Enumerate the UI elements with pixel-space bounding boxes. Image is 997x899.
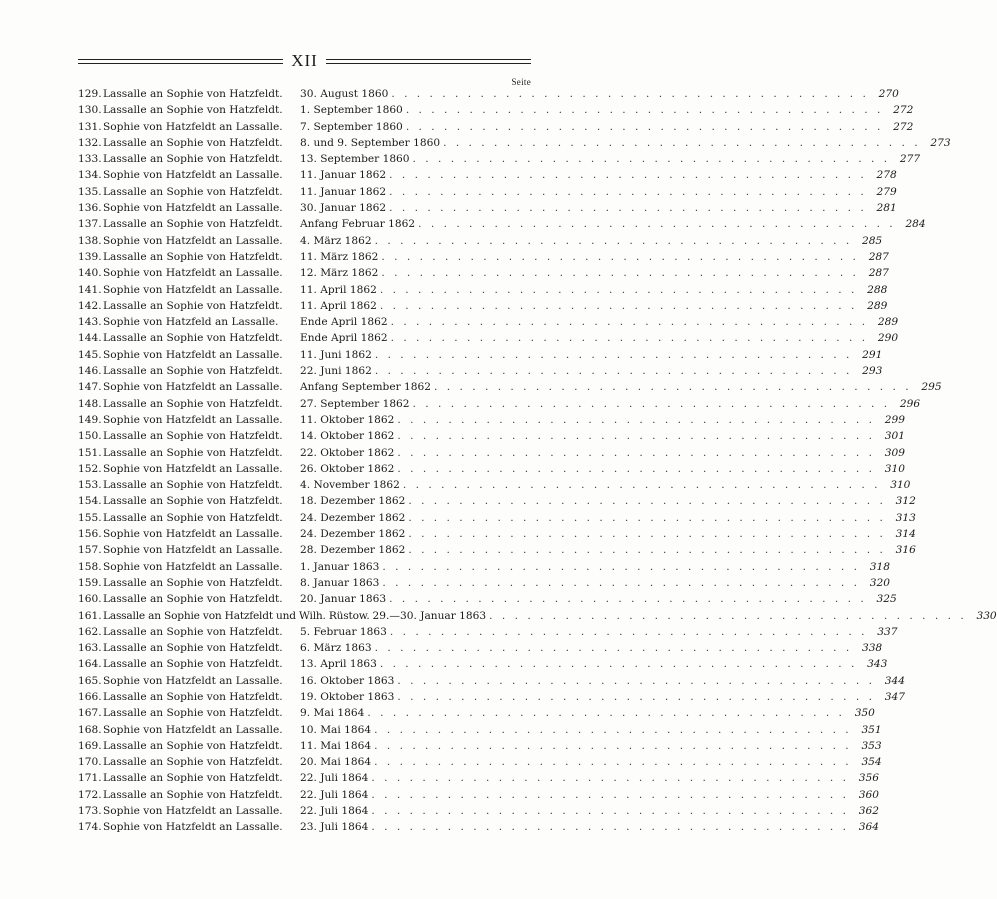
- entry-number: 155.: [78, 511, 102, 524]
- toc-entry: [78, 656, 888, 672]
- dot-leader: . . . . . . . . . . . . . . . . . . . . . . . . . . . . . . . . . . . . . .: [405, 104, 884, 117]
- toc-entry: [78, 705, 875, 721]
- entry-number: 141.: [78, 283, 102, 296]
- entry-number: 167.: [78, 707, 102, 720]
- entry-page: 310: [890, 479, 911, 492]
- entry-date: 30. August 1860: [300, 88, 389, 100]
- entry-date: 27. September 1862: [300, 397, 410, 410]
- toc-entry: [78, 819, 879, 835]
- entry-number: 163.: [78, 642, 102, 655]
- entry-date: 26. Oktober 1862: [300, 462, 395, 475]
- entry-page: 278: [876, 169, 897, 182]
- entry-number: 159.: [78, 576, 102, 589]
- entry-date: 10. Mai 1864: [300, 723, 372, 736]
- entry-page: 270: [878, 88, 899, 100]
- entry-number: 138.: [78, 234, 102, 247]
- entry-page: 356: [858, 772, 879, 785]
- entry-number: 171.: [78, 772, 102, 785]
- entry-date: 24. Dezember 1862: [300, 528, 406, 541]
- entry-page: 295: [921, 381, 942, 394]
- dot-leader: . . . . . . . . . . . . . . . . . . . . . . . . . . . . . . . . . . . . . .: [397, 674, 875, 687]
- entry-date: 22. Oktober 1862: [300, 446, 395, 459]
- entry-page: 301: [884, 430, 905, 443]
- entry-number: 133.: [78, 153, 102, 166]
- dot-leader: . . . . . . . . . . . . . . . . . . . . . . . . . . . . . . . . . . . . . .: [389, 202, 867, 215]
- dot-leader: . . . . . . . . . . . . . . . . . . . . . . . . . . . . . . . . . . . . . .: [390, 332, 869, 345]
- entry-number: 152.: [78, 462, 102, 475]
- dot-leader: . . . . . . . . . . . . . . . . . . . . . . . . . . . . . . . . . . . . . .: [397, 430, 875, 443]
- entry-correspondence: Sophie von Hatzfeldt an Lassalle.: [103, 413, 283, 426]
- entry-number: 134.: [78, 169, 102, 182]
- entry-page: 291: [862, 348, 883, 361]
- entry-correspondence: Lassalle an Sophie von Hatzfeldt.: [103, 479, 283, 492]
- dot-leader: . . . . . . . . . . . . . . . . . . . . . . . . . . . . . . . . . . . . . .: [397, 462, 875, 475]
- entry-number: 164.: [78, 658, 102, 671]
- entry-date: 5. Februar 1863: [300, 625, 387, 638]
- entry-correspondence: Lassalle an Sophie von Hatzfeldt und Wilh. Rüstow.: [103, 609, 370, 622]
- entry-correspondence: Sophie von Hatzfeldt an Lassalle.: [103, 381, 283, 394]
- entry-date: 23. Juli 1864: [300, 821, 369, 834]
- entry-correspondence: Sophie von Hatzfeldt an Lassalle.: [103, 120, 283, 133]
- entry-page: 343: [867, 658, 888, 671]
- entry-page: 313: [895, 511, 916, 524]
- entry-number: 162.: [78, 625, 102, 638]
- toc-entry: [78, 249, 889, 265]
- entry-page: 314: [895, 528, 916, 541]
- entry-number: 156.: [78, 528, 102, 541]
- entry-number: 130.: [78, 104, 102, 117]
- toc-entry: [78, 608, 997, 624]
- entry-correspondence: Lassalle an Sophie von Hatzfeldt.: [103, 397, 283, 410]
- dot-leader: . . . . . . . . . . . . . . . . . . . . . . . . . . . . . . . . . . . . . .: [408, 528, 886, 541]
- entry-number: 157.: [78, 544, 102, 557]
- dot-leader: . . . . . . . . . . . . . . . . . . . . . . . . . . . . . . . . . . . . . .: [374, 723, 852, 736]
- page-column-label: Seite: [511, 77, 531, 87]
- entry-correspondence: Lassalle an Sophie von Hatzfeldt.: [103, 690, 283, 703]
- entry-page: 272: [893, 104, 914, 117]
- entry-number: 150.: [78, 430, 102, 443]
- entry-number: 143.: [78, 316, 102, 329]
- entry-number: 131.: [78, 120, 102, 133]
- toc-entry: [78, 200, 897, 216]
- toc-entry: [78, 119, 914, 135]
- dot-leader: . . . . . . . . . . . . . . . . . . . . . . . . . . . . . . . . . . . . . .: [412, 397, 891, 410]
- entry-correspondence: Lassalle an Sophie von Hatzfeldt.: [103, 299, 283, 312]
- entry-number: 140.: [78, 267, 102, 280]
- dot-leader: . . . . . . . . . . . . . . . . . . . . . . . . . . . . . . . . . . . . . .: [371, 772, 849, 785]
- toc-entry: [78, 363, 883, 379]
- toc-entry: [78, 216, 926, 232]
- entry-correspondence: Sophie von Hatzfeldt an Lassalle.: [103, 283, 283, 296]
- dot-leader: . . . . . . . . . . . . . . . . . . . . . . . . . . . . . . . . . . . . . .: [374, 739, 852, 752]
- toc-entry: [78, 379, 942, 395]
- entry-number: 135.: [78, 185, 102, 198]
- entry-number: 174.: [78, 821, 102, 834]
- entry-correspondence: Lassalle an Sophie von Hatzfeldt.: [103, 430, 283, 443]
- dot-leader: . . . . . . . . . . . . . . . . . . . . . . . . . . . . . . . . . . . . . .: [443, 136, 921, 149]
- entry-date: 24. Dezember 1862: [300, 511, 406, 524]
- entry-date: 28. Dezember 1862: [300, 544, 406, 557]
- entry-page: 284: [905, 218, 926, 231]
- dot-leader: . . . . . . . . . . . . . . . . . . . . . . . . . . . . . . . . . . . . . .: [408, 544, 886, 557]
- entry-page: 310: [884, 462, 905, 475]
- entry-page: 272: [893, 120, 914, 133]
- entry-date: 9. Mai 1864: [300, 707, 365, 720]
- entry-date: 22. Juli 1864: [300, 772, 369, 785]
- toc-entry: [78, 559, 890, 575]
- toc-entry: [78, 445, 905, 461]
- toc-entry: [78, 314, 899, 330]
- entry-correspondence: Lassalle an Sophie von Hatzfeldt.: [103, 88, 283, 100]
- toc-entry: [78, 396, 921, 412]
- entry-page: 287: [868, 250, 889, 263]
- entry-page: 316: [895, 544, 916, 557]
- entry-correspondence: Lassalle an Sophie von Hatzfeldt.: [103, 495, 283, 508]
- header-rule-right: [326, 59, 531, 64]
- entry-correspondence: Sophie von Hatzfeldt an Lassalle.: [103, 267, 283, 280]
- dot-leader: . . . . . . . . . . . . . . . . . . . . . . . . . . . . . . . . . . . . . .: [379, 283, 858, 296]
- page-number: XII: [291, 51, 318, 70]
- toc-entry: [78, 86, 899, 102]
- entry-date: 18. Dezember 1862: [300, 495, 406, 508]
- entry-number: 166.: [78, 690, 102, 703]
- toc-entry: [78, 477, 911, 493]
- entry-page: 277: [899, 153, 921, 166]
- entry-date: 8. Januar 1863: [300, 576, 380, 589]
- entry-correspondence: Lassalle an Sophie von Hatzfeldt.: [103, 642, 283, 655]
- toc-entry: [78, 298, 888, 314]
- dot-leader: . . . . . . . . . . . . . . . . . . . . . . . . . . . . . . . . . . . . . .: [389, 593, 867, 606]
- entry-correspondence: Lassalle an Sophie von Hatzfeldt.: [103, 593, 283, 606]
- toc-entry: [78, 803, 879, 819]
- entry-page: 364: [858, 821, 879, 834]
- entry-correspondence: Sophie von Hatzfeldt an Lassalle.: [103, 821, 283, 834]
- entry-page: 290: [877, 332, 899, 345]
- dot-leader: . . . . . . . . . . . . . . . . . . . . . . . . . . . . . . . . . . . . . .: [374, 642, 853, 655]
- dot-leader: . . . . . . . . . . . . . . . . . . . . . . . . . . . . . . . . . . . . . .: [412, 153, 891, 166]
- dot-leader: . . . . . . . . . . . . . . . . . . . . . . . . . . . . . . . . . . . . . .: [374, 365, 853, 378]
- entry-number: 148.: [78, 397, 102, 410]
- entry-date: Ende April 1862: [300, 332, 388, 345]
- dot-leader: . . . . . . . . . . . . . . . . . . . . . . . . . . . . . . . . . . . . . .: [367, 707, 845, 720]
- entry-date: 22. Juli 1864: [300, 788, 369, 801]
- entry-page: 281: [876, 202, 897, 215]
- entry-correspondence: Lassalle an Sophie von Hatzfeldt.: [103, 218, 283, 231]
- entry-page: 318: [869, 560, 890, 573]
- toc-entry: [78, 233, 883, 249]
- entry-number: 129.: [78, 88, 102, 100]
- entry-date: Ende April 1862: [300, 316, 388, 329]
- toc-entry: [78, 542, 916, 558]
- entry-date: 20. Mai 1864: [300, 756, 372, 769]
- entry-page: 285: [861, 234, 883, 247]
- entry-date: 20. Januar 1863: [300, 593, 387, 606]
- entry-correspondence: Sophie von Hatzfeldt an Lassalle.: [103, 348, 283, 361]
- dot-leader: . . . . . . . . . . . . . . . . . . . . . . . . . . . . . . . . . . . . . .: [371, 805, 849, 818]
- entry-date: 22. Juni 1862: [300, 365, 372, 378]
- toc-entry: [78, 151, 921, 167]
- dot-leader: . . . . . . . . . . . . . . . . . . . . . . . . . . . . . . . . . . . . . .: [408, 511, 886, 524]
- entry-number: 139.: [78, 250, 102, 263]
- entry-page: 350: [854, 707, 875, 720]
- entry-date: 4. März 1862: [300, 234, 372, 247]
- entry-number: 132.: [78, 136, 102, 149]
- entry-number: 172.: [78, 788, 102, 801]
- entry-page: 344: [884, 674, 905, 687]
- dot-leader: . . . . . . . . . . . . . . . . . . . . . . . . . . . . . . . . . . . . . .: [374, 348, 853, 361]
- toc-entry: [78, 102, 914, 118]
- entry-date: 1. Januar 1863: [300, 560, 380, 573]
- entry-correspondence: Lassalle an Sophie von Hatzfeldt.: [103, 576, 283, 589]
- entry-correspondence: Lassalle an Sophie von Hatzfeldt.: [103, 511, 283, 524]
- entry-date: 11. Januar 1862: [300, 169, 387, 182]
- entry-date: 8. und 9. September 1860: [300, 136, 441, 149]
- entry-date: 22. Juli 1864: [300, 805, 369, 818]
- toc-entry: [78, 167, 897, 183]
- dot-leader: . . . . . . . . . . . . . . . . . . . . . . . . . . . . . . . . . . . . . .: [374, 234, 853, 247]
- dot-leader: . . . . . . . . . . . . . . . . . . . . . . . . . . . . . . . . . . . . . .: [389, 169, 867, 182]
- entry-correspondence: Sophie von Hatzfeldt an Lassalle.: [103, 544, 283, 557]
- entry-number: 147.: [78, 381, 102, 394]
- dot-leader: . . . . . . . . . . . . . . . . . . . . . . . . . . . . . . . . . . . . . .: [379, 658, 858, 671]
- entry-number: 142.: [78, 299, 102, 312]
- entry-date: Anfang Februar 1862: [300, 218, 416, 231]
- entry-date: 11. Oktober 1862: [300, 413, 395, 426]
- entry-number: 151.: [78, 446, 102, 459]
- entry-page: 351: [861, 723, 882, 736]
- toc-entry: [78, 787, 879, 803]
- toc-entry: [78, 135, 951, 151]
- entry-page: 289: [867, 299, 888, 312]
- toc-entry: [78, 265, 889, 281]
- entry-correspondence: Sophie von Hatzfeldt an Lassalle.: [103, 674, 283, 687]
- toc-entry: [78, 347, 883, 363]
- entry-correspondence: Lassalle an Sophie von Hatzfeldt.: [103, 772, 283, 785]
- entry-page: 312: [895, 495, 916, 508]
- dot-leader: . . . . . . . . . . . . . . . . . . . . . . . . . . . . . . . . . . . . . .: [418, 218, 896, 231]
- entry-correspondence: Sophie von Hatzfeldt an Lassalle.: [103, 462, 283, 475]
- entry-page: 354: [861, 756, 882, 769]
- entry-correspondence: Lassalle an Sophie von Hatzfeldt.: [103, 104, 283, 117]
- toc-entry: [78, 330, 899, 346]
- toc-entry: [78, 673, 905, 689]
- toc-entry: [78, 412, 905, 428]
- dot-leader: . . . . . . . . . . . . . . . . . . . . . . . . . . . . . . . . . . . . . .: [402, 479, 881, 492]
- entry-number: 154.: [78, 495, 102, 508]
- entry-correspondence: Sophie von Hatzfeldt an Lassalle.: [103, 805, 283, 818]
- entry-date: 12. März 1862: [300, 267, 379, 280]
- dot-leader: . . . . . . . . . . . . . . . . . . . . . . . . . . . . . . . . . . . . . .: [391, 88, 869, 100]
- dot-leader: . . . . . . . . . . . . . . . . . . . . . . . . . . . . . . . . . . . . . .: [382, 560, 860, 573]
- entry-date: 19. Oktober 1863: [300, 690, 395, 703]
- entry-correspondence: Lassalle an Sophie von Hatzfeldt.: [103, 136, 283, 149]
- entry-correspondence: Sophie von Hatzfeldt an Lassalle.: [103, 528, 283, 541]
- toc-entry: [78, 722, 882, 738]
- entry-date: 29.—30. Januar 1863: [372, 609, 487, 622]
- toc-entry: [78, 738, 882, 754]
- entry-number: 165.: [78, 674, 102, 687]
- entry-number: 136.: [78, 202, 102, 215]
- entry-date: 1. September 1860: [300, 104, 403, 117]
- dot-leader: . . . . . . . . . . . . . . . . . . . . . . . . . . . . . . . . . . . . . .: [379, 299, 858, 312]
- toc-entry: [78, 184, 897, 200]
- entry-correspondence: Sophie von Hatzfeldt an Lassalle.: [103, 560, 283, 573]
- toc-entry: [78, 640, 883, 656]
- entry-number: 158.: [78, 560, 102, 573]
- entry-number: 173.: [78, 805, 102, 818]
- dot-leader: . . . . . . . . . . . . . . . . . . . . . . . . . . . . . . . . . . . . . .: [381, 250, 859, 263]
- entry-date: 11. Januar 1862: [300, 185, 387, 198]
- entry-number: 169.: [78, 739, 102, 752]
- entry-correspondence: Lassalle an Sophie von Hatzfeldt.: [103, 250, 283, 263]
- entry-correspondence: Lassalle an Sophie von Hatzfeldt.: [103, 707, 283, 720]
- dot-leader: . . . . . . . . . . . . . . . . . . . . . . . . . . . . . . . . . . . . . .: [389, 625, 868, 638]
- entry-date: 11. Juni 1862: [300, 348, 372, 361]
- entry-page: 293: [862, 365, 883, 378]
- entry-page: 360: [858, 788, 879, 801]
- entry-page: 330: [976, 609, 997, 622]
- entry-number: 146.: [78, 365, 102, 378]
- entry-page: 296: [899, 397, 921, 410]
- entry-correspondence: Lassalle an Sophie von Hatzfeldt.: [103, 788, 283, 801]
- entry-number: 170.: [78, 756, 102, 769]
- toc-entry: [78, 510, 916, 526]
- entry-date: 6. März 1863: [300, 642, 372, 655]
- toc-entry: [78, 493, 916, 509]
- entry-page: 338: [861, 642, 883, 655]
- dot-leader: . . . . . . . . . . . . . . . . . . . . . . . . . . . . . . . . . . . . . .: [397, 446, 875, 459]
- entry-date: 13. September 1860: [300, 153, 410, 166]
- entry-number: 149.: [78, 413, 102, 426]
- toc-entry: [78, 282, 888, 298]
- dot-leader: . . . . . . . . . . . . . . . . . . . . . . . . . . . . . . . . . . . . . .: [389, 185, 867, 198]
- toc-entry: [78, 428, 905, 444]
- dot-leader: . . . . . . . . . . . . . . . . . . . . . . . . . . . . . . . . . . . . . .: [397, 690, 875, 703]
- entry-date: 11. März 1862: [300, 250, 379, 263]
- entry-page: 337: [877, 625, 898, 638]
- entry-page: 309: [884, 446, 905, 459]
- entry-date: Anfang September 1862: [300, 381, 432, 394]
- entry-correspondence: Sophie von Hatzfeldt an Lassalle.: [103, 723, 283, 736]
- entry-correspondence: Sophie von Hatzfeldt an Lassalle.: [103, 169, 283, 182]
- dot-leader: . . . . . . . . . . . . . . . . . . . . . . . . . . . . . . . . . . . . . .: [489, 609, 967, 622]
- toc-entry: [78, 526, 916, 542]
- dot-leader: . . . . . . . . . . . . . . . . . . . . . . . . . . . . . . . . . . . . . .: [405, 120, 884, 133]
- entry-date: 30. Januar 1862: [300, 202, 387, 215]
- toc-entry: [78, 461, 905, 477]
- entry-page: 289: [877, 316, 899, 329]
- entry-date: 13. April 1863: [300, 658, 377, 671]
- dot-leader: . . . . . . . . . . . . . . . . . . . . . . . . . . . . . . . . . . . . . .: [408, 495, 886, 508]
- entry-correspondence: Lassalle an Sophie von Hatzfeldt.: [103, 446, 283, 459]
- entry-number: 160.: [78, 593, 102, 606]
- dot-leader: . . . . . . . . . . . . . . . . . . . . . . . . . . . . . . . . . . . . . .: [381, 267, 859, 280]
- toc-entry: [78, 754, 882, 770]
- entry-correspondence: Sophie von Hatzfeldt an Lassalle.: [103, 202, 283, 215]
- dot-leader: . . . . . . . . . . . . . . . . . . . . . . . . . . . . . . . . . . . . . .: [371, 788, 849, 801]
- entry-page: 347: [884, 690, 905, 703]
- entry-correspondence: Lassalle an Sophie von Hatzfeldt.: [103, 739, 283, 752]
- entry-correspondence: Sophie von Hatzfeldt an Lassalle.: [103, 234, 283, 247]
- dot-leader: . . . . . . . . . . . . . . . . . . . . . . . . . . . . . . . . . . . . . .: [371, 821, 849, 834]
- toc-entry: [78, 575, 890, 591]
- entry-number: 161.: [78, 609, 102, 622]
- entry-correspondence: Lassalle an Sophie von Hatzfeldt.: [103, 332, 283, 345]
- entry-number: 144.: [78, 332, 102, 345]
- entry-correspondence: Lassalle an Sophie von Hatzfeldt.: [103, 153, 283, 166]
- dot-leader: . . . . . . . . . . . . . . . . . . . . . . . . . . . . . . . . . . . . . .: [374, 756, 852, 769]
- entry-number: 153.: [78, 479, 102, 492]
- toc-entry: [78, 689, 905, 705]
- toc-entry: [78, 591, 897, 607]
- toc-entry: [78, 770, 879, 786]
- entry-correspondence: Lassalle an Sophie von Hatzfeldt.: [103, 625, 283, 638]
- entry-page: 362: [858, 805, 879, 818]
- dot-leader: . . . . . . . . . . . . . . . . . . . . . . . . . . . . . . . . . . . . . .: [382, 576, 860, 589]
- dot-leader: . . . . . . . . . . . . . . . . . . . . . . . . . . . . . . . . . . . . . .: [434, 381, 912, 394]
- table-of-contents: [78, 86, 997, 836]
- page-header: [78, 50, 531, 72]
- entry-date: 14. Oktober 1862: [300, 430, 395, 443]
- entry-page: 299: [884, 413, 905, 426]
- entry-page: 279: [876, 185, 897, 198]
- entry-date: 11. April 1862: [300, 299, 377, 312]
- entry-page: 320: [869, 576, 890, 589]
- entry-number: 145.: [78, 348, 102, 361]
- entry-page: 325: [876, 593, 897, 606]
- entry-correspondence: Lassalle an Sophie von Hatzfeldt.: [103, 756, 283, 769]
- entry-correspondence: Lassalle an Sophie von Hatzfeldt.: [103, 185, 283, 198]
- entry-date: 7. September 1860: [300, 120, 403, 133]
- entry-number: 137.: [78, 218, 102, 231]
- toc-entry: [78, 624, 898, 640]
- entry-correspondence: Lassalle an Sophie von Hatzfeldt.: [103, 365, 283, 378]
- dot-leader: . . . . . . . . . . . . . . . . . . . . . . . . . . . . . . . . . . . . . .: [397, 413, 875, 426]
- entry-date: 16. Oktober 1863: [300, 674, 395, 687]
- dot-leader: . . . . . . . . . . . . . . . . . . . . . . . . . . . . . . . . . . . . . .: [390, 316, 869, 329]
- entry-page: 288: [867, 283, 888, 296]
- header-rule-left: [78, 59, 283, 64]
- entry-number: 168.: [78, 723, 102, 736]
- entry-page: 273: [930, 136, 951, 149]
- entry-page: 287: [868, 267, 889, 280]
- entry-date: 11. April 1862: [300, 283, 377, 296]
- entry-page: 353: [861, 739, 882, 752]
- entry-date: 11. Mai 1864: [300, 739, 372, 752]
- entry-correspondence: Lassalle an Sophie von Hatzfeldt.: [103, 658, 283, 671]
- entry-date: 4. November 1862: [300, 479, 400, 492]
- entry-correspondence: Sophie von Hatzfeld an Lassalle.: [103, 316, 279, 329]
